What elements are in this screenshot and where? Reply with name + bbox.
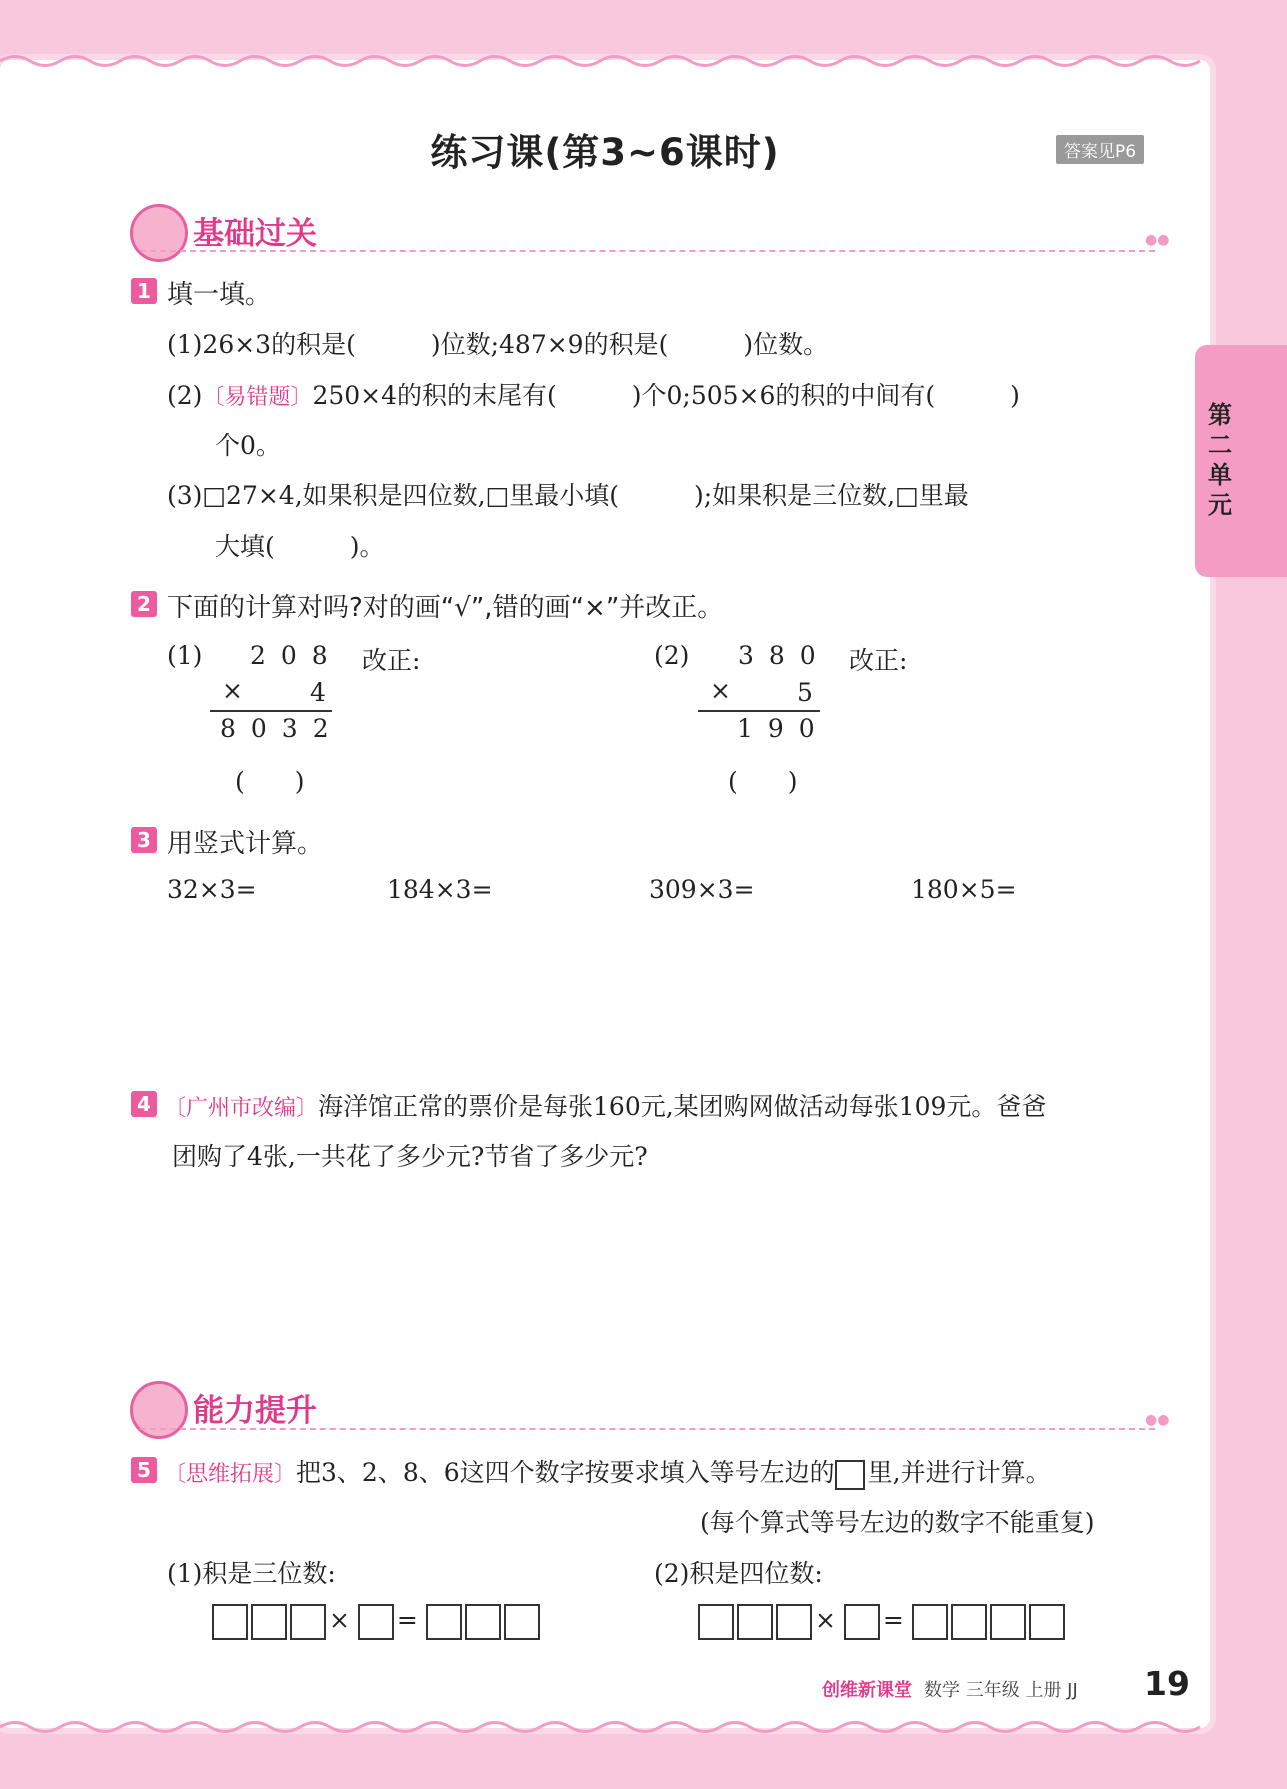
times-sign: ×: [815, 1605, 836, 1635]
answer-box[interactable]: [844, 1604, 880, 1640]
top-wave-border: [0, 52, 1210, 70]
q2b-times: ×: [710, 676, 731, 705]
q3-item-1: 32×3=: [167, 875, 257, 904]
q2b-result: 190: [737, 714, 830, 743]
q2b-label: (2): [654, 641, 690, 670]
q1-line-2: [167, 376, 1020, 412]
section-divider: [140, 1428, 1155, 1430]
q2a-label: (1): [167, 641, 203, 670]
footer-info: 数学 三年级 上册 JJ: [924, 1680, 1078, 1701]
section-title-advanced: 能力提升: [193, 1393, 317, 1429]
footer-brand: 创维新课堂: [822, 1680, 912, 1701]
q4-line-1: [164, 1087, 1046, 1123]
tag-easy-error: 〔易错题〕: [202, 385, 313, 410]
q2b-rule: [698, 710, 820, 712]
equals-sign: =: [396, 1605, 418, 1635]
q1-line-3b: 大填( )。: [215, 532, 385, 561]
q2b-top: 380: [738, 641, 831, 670]
q1-l2-prefix: (2): [167, 381, 203, 410]
question-number-2: 2: [131, 591, 157, 617]
answer-box[interactable]: [251, 1604, 287, 1640]
page-title: 练习课(第3~6课时): [430, 131, 780, 174]
dots-icon: ●●: [1145, 232, 1170, 248]
mascot-icon: [130, 1381, 188, 1439]
q1-l2-text: 250×4的积的末尾有( )个0;505×6的积的中间有( ): [312, 381, 1020, 410]
question-title-3: 用竖式计算。: [167, 829, 324, 859]
answer-box[interactable]: [990, 1604, 1026, 1640]
q4-line-2: 团购了4张,一共花了多少元?节省了多少元?: [172, 1142, 648, 1171]
answer-box[interactable]: [737, 1604, 773, 1640]
q5-l1a: 把3、2、8、6这四个数字按要求填入等号左边的: [296, 1458, 835, 1487]
dots-icon: ●●: [1145, 1412, 1170, 1428]
q2a-fix-label: 改正:: [362, 646, 421, 675]
equals-sign: =: [882, 1605, 904, 1635]
question-title-1: 填一填。: [167, 280, 272, 310]
q2b-mult: 5: [797, 678, 828, 707]
page-number: 19: [1144, 1664, 1190, 1703]
q2a-mult: 4: [310, 678, 341, 707]
question-number-5: 5: [131, 1457, 157, 1483]
q5-equation-2: [698, 1604, 1068, 1640]
q2a-result: 8032: [220, 714, 344, 743]
q2a-answer-paren: ( ): [235, 767, 305, 796]
q3-item-3: 309×3=: [649, 875, 755, 904]
tag-thinking: 〔思维拓展〕: [164, 1462, 297, 1487]
answer-box[interactable]: [504, 1604, 540, 1640]
q5-note: (每个算式等号左边的数字不能重复): [700, 1508, 1095, 1537]
answer-badge: 答案见P6: [1056, 135, 1144, 164]
blank-box-icon: [835, 1460, 865, 1490]
q1-line-2b: 个0。: [215, 431, 281, 460]
q2a-rule: [210, 710, 332, 712]
question-number-3: 3: [131, 827, 157, 853]
answer-box[interactable]: [290, 1604, 326, 1640]
q4-l1-text: 海洋馆正常的票价是每张160元,某团购网做活动每张109元。爸爸: [318, 1092, 1047, 1121]
q5-l1b: 里,并进行计算。: [867, 1458, 1051, 1487]
q2a-top: 208: [250, 641, 343, 670]
answer-box[interactable]: [912, 1604, 948, 1640]
answer-box[interactable]: [465, 1604, 501, 1640]
tag-source: 〔广州市改编〕: [164, 1096, 319, 1121]
q5-line-1: [164, 1453, 1051, 1490]
question-number-4: 4: [131, 1091, 157, 1117]
section-divider: [140, 250, 1155, 252]
times-sign: ×: [329, 1605, 350, 1635]
unit-side-label: 第二单元: [1208, 401, 1232, 519]
q1-line-1: (1)26×3的积是( )位数;487×9的积是( )位数。: [167, 330, 829, 359]
question-title-2: 下面的计算对吗?对的画“√”,错的画“×”并改正。: [167, 593, 724, 623]
question-number-1: 1: [131, 278, 157, 304]
q5-part-2: (2)积是四位数:: [654, 1559, 823, 1588]
answer-box[interactable]: [776, 1604, 812, 1640]
answer-box[interactable]: [951, 1604, 987, 1640]
bottom-wave-border: [0, 1718, 1210, 1736]
section-title-basic: 基础过关: [193, 216, 317, 252]
answer-box[interactable]: [358, 1604, 394, 1640]
q2b-answer-paren: ( ): [728, 767, 798, 796]
mascot-icon: [130, 204, 188, 262]
q5-equation-1: [212, 1604, 543, 1640]
q3-item-4: 180×5=: [911, 875, 1017, 904]
answer-box[interactable]: [698, 1604, 734, 1640]
answer-box[interactable]: [212, 1604, 248, 1640]
answer-box[interactable]: [426, 1604, 462, 1640]
answer-box[interactable]: [1029, 1604, 1065, 1640]
q2a-times: ×: [222, 676, 243, 705]
q1-line-3: (3)□27×4,如果积是四位数,□里最小填( );如果积是三位数,□里最: [167, 481, 969, 510]
q5-part-1: (1)积是三位数:: [167, 1559, 336, 1588]
q2b-fix-label: 改正:: [849, 646, 908, 675]
q3-item-2: 184×3=: [387, 875, 493, 904]
